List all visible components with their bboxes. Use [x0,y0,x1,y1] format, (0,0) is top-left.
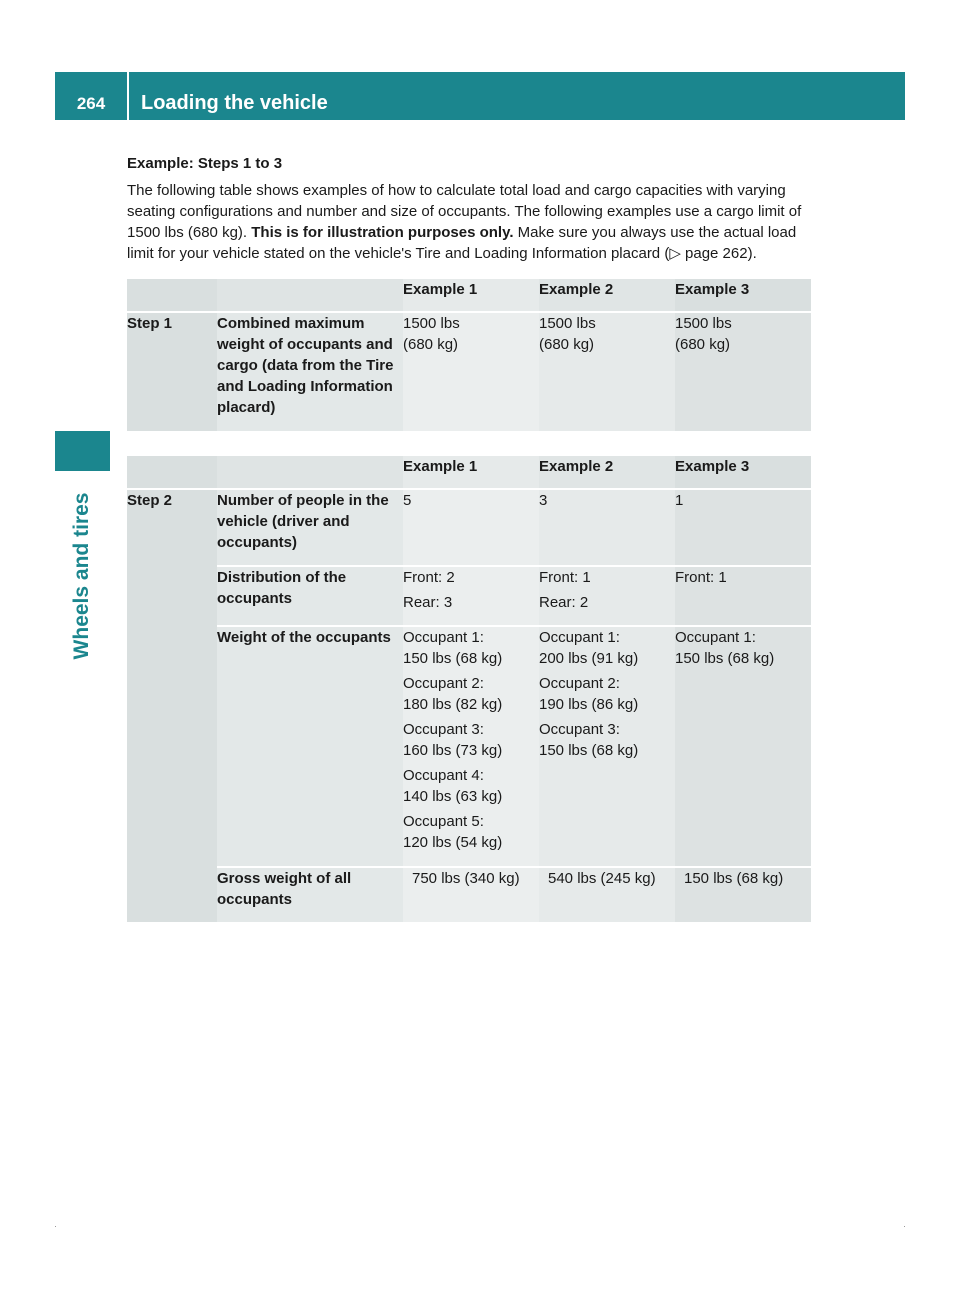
main-content [127,153,811,922]
table-header-row [127,455,811,488]
step-label: Step 1 [127,311,217,431]
table-row [127,866,811,922]
occupant-entry [675,627,811,669]
table-row [127,488,811,565]
value-line: (680 kg) [539,336,595,353]
value-line: Rear: 2 [539,594,589,611]
value-line: (680 kg) [403,336,459,353]
header-blank-step [127,278,217,311]
header-example-3: Example 3 [675,278,811,311]
intro-text-part2: Make sure you always use the actual load limit for your vehicle stated on the vehicle's Tire and Loading Information placard (▷ page 262). [127,224,797,262]
value-cell [675,565,811,625]
footer-mark-right [904,1226,905,1227]
value-cell [539,311,675,431]
example-heading: Example: Steps 1 to 3 [127,155,283,172]
value-line: Rear: 3 [403,594,453,611]
table-row [127,565,811,625]
step-label: Step 2 [127,488,217,922]
header-example-2: Example 2 [539,455,675,488]
value-line: 1500 lbs [403,315,460,332]
occupant-entry [403,627,539,669]
value-cell: 5 [403,488,539,565]
occupant-weight: 150 lbs (68 kg) [539,742,639,759]
header-blank-step [127,455,217,488]
occupant-entry [403,811,539,853]
row-label: Combined maximum weight of occupants and cargo (data from the Tire and Loading Information placard) [217,311,403,431]
value-line: (680 kg) [675,336,731,353]
intro-paragraph [127,180,811,264]
header-blank-label [217,455,403,488]
occupant-name: Occupant 2: [403,675,484,692]
row-label: Number of people in the vehicle (driver and occupants) [217,488,403,565]
row-label: Gross weight of all occupants [217,866,403,922]
occupant-name: Occupant 2: [539,675,620,692]
occupant-entry [403,673,539,715]
occupant-name: Occupant 5: [403,813,484,830]
section-label: Wheels and tires [70,492,93,660]
occupant-name: Occupant 1: [675,629,756,646]
occupant-weight: 150 lbs (68 kg) [403,650,503,667]
occupant-weight: 200 lbs (91 kg) [539,650,639,667]
header-example-1: Example 1 [403,455,539,488]
step1-table [127,278,811,431]
value-line: Front: 2 [403,569,455,586]
row-label: Weight of the occupants [217,625,403,866]
value-line: 1500 lbs [539,315,596,332]
value-cell [675,625,811,866]
occupant-entry [539,673,675,715]
step2-table [127,455,811,922]
header-example-3: Example 3 [675,455,811,488]
value-cell [539,565,675,625]
occupant-entry [403,719,539,761]
value-cell [403,311,539,431]
intro-text-emphasis: This is for illustration purposes only. [251,224,514,241]
occupant-weight: 120 lbs (54 kg) [403,834,503,851]
value-cell [403,565,539,625]
header-divider [127,72,129,120]
occupant-entry [539,719,675,761]
page-header [55,72,905,120]
value-cell [539,625,675,866]
occupant-weight: 180 lbs (82 kg) [403,696,503,713]
section-tab-marker [55,431,110,471]
occupant-name: Occupant 4: [403,767,484,784]
table-row [127,625,811,866]
value-line: Front: 1 [675,569,727,586]
value-line: 1500 lbs [675,315,732,332]
value-cell: 1 [675,488,811,565]
value-cell: 540 lbs (245 kg) [539,866,675,922]
occupant-weight: 150 lbs (68 kg) [675,650,775,667]
value-cell: 3 [539,488,675,565]
value-cell: 750 lbs (340 kg) [403,866,539,922]
occupant-weight: 140 lbs (63 kg) [403,788,503,805]
occupant-entry [539,627,675,669]
page-title: Loading the vehicle [141,92,328,114]
occupant-weight: 160 lbs (73 kg) [403,742,503,759]
occupant-name: Occupant 3: [539,721,620,738]
table-row [127,311,811,431]
header-example-2: Example 2 [539,278,675,311]
occupant-name: Occupant 3: [403,721,484,738]
footer-mark-left [55,1226,56,1227]
table-header-row [127,278,811,311]
value-cell: 150 lbs (68 kg) [675,866,811,922]
header-example-1: Example 1 [403,278,539,311]
occupant-name: Occupant 1: [403,629,484,646]
header-blank-label [217,278,403,311]
value-line: Front: 1 [539,569,591,586]
occupant-name: Occupant 1: [539,629,620,646]
occupant-weight: 190 lbs (86 kg) [539,696,639,713]
occupant-entry [403,765,539,807]
value-cell [675,311,811,431]
page-number: 264 [76,94,106,113]
value-cell [403,625,539,866]
row-label: Distribution of the occupants [217,565,403,625]
intro-text-part1: The following table shows examples of how to calculate total load and cargo capacities with varying seating configurations and number and size of occupants. The following examples use a cargo limit of 1500 lbs (680 kg). [127,182,802,241]
